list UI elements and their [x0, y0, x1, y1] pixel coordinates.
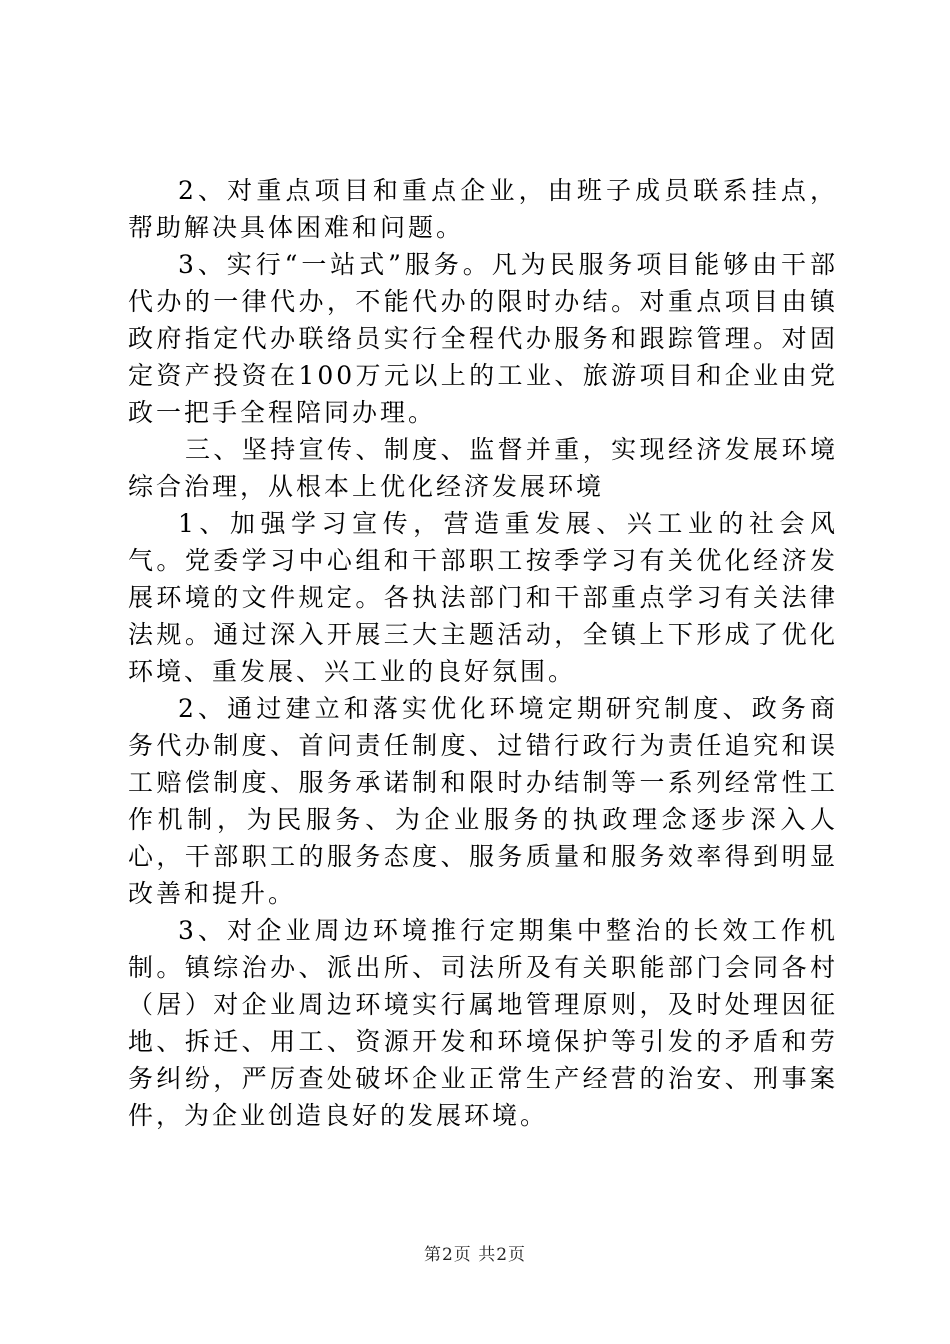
paragraph-item-2-contact: 2、对重点项目和重点企业，由班子成员联系挂点，帮助解决具体困难和问题。 [128, 176, 838, 242]
paragraph-item-3-environment: 3、对企业周边环境推行定期集中整治的长效工作机制。镇综治办、派出所、司法所及有关职能部门会同各村（居）对企业周边环境实行属地管理原则，及时处理因征地、拆迁、用工、资源开发和环境保护等引发的矛盾和劳务纠纷，严厉查处破坏企业正常生产经营的治安、刑事案件，为企业创造良好的发展环境。 [128, 916, 838, 1130]
paragraph-item-1-publicity: 1、加强学习宣传，营造重发展、兴工业的社会风气。党委学习中心组和干部职工按季学习有关优化经济发展环境的文件规定。各执法部门和干部重点学习有关法律法规。通过深入开展三大主题活动，全镇上下形成了优化环境、重发展、兴工业的良好氛围。 [128, 509, 838, 686]
section-heading-three: 三、坚持宣传、制度、监督并重，实现经济发展环境综合治理，从根本上优化经济发展环境 [128, 435, 838, 501]
paragraph-item-2-systems: 2、通过建立和落实优化环境定期研究制度、政务商务代办制度、首问责任制度、过错行政行为责任追究和误工赔偿制度、服务承诺制和限时办结制等一系列经常性工作机制，为民服务、为企业服务的执政理念逐步深入人心，干部职工的服务态度、服务质量和服务效率得到明显改善和提升。 [128, 694, 838, 908]
page-number-footer: 第2页 共2页 [423, 1245, 527, 1265]
paragraph-item-3-one-stop-service: 3、实行“一站式”服务。凡为民服务项目能够由干部代办的一律代办，不能代办的限时办结。对重点项目由镇政府指定代办联络员实行全程代办服务和跟踪管理。对固定资产投资在100万元以上的工业、旅游项目和企业由党政一把手全程陪同办理。 [128, 250, 838, 427]
document-body [128, 172, 838, 1134]
